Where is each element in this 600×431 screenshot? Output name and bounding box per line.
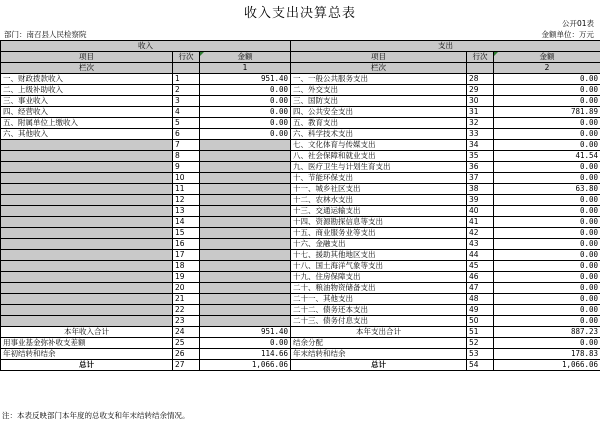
- table-row: [1, 129, 600, 140]
- expense-amount: 0.00: [494, 96, 600, 107]
- expense-line-no: 42: [467, 228, 494, 239]
- income-line-no: 23: [173, 316, 200, 327]
- expense-item-label: 十五、商业服务业等支出: [291, 228, 467, 239]
- table-row: [1, 184, 600, 195]
- income-total-label: 年初结转和结余: [1, 349, 173, 360]
- expense-amount: 0.00: [494, 261, 600, 272]
- expense-amount: 0.00: [494, 283, 600, 294]
- income-item-label: [1, 173, 173, 184]
- income-item-label: 一、财政拨款收入: [1, 74, 173, 85]
- expense-section-header: 支出: [291, 41, 600, 52]
- income-item-label: 六、其他收入: [1, 129, 173, 140]
- expense-total-amount: 0.00: [494, 338, 600, 349]
- income-total-amount: 1,066.06: [200, 360, 291, 371]
- expense-item-label: 七、文化体育与传媒支出: [291, 140, 467, 151]
- income-amount: 0.00: [200, 96, 291, 107]
- income-line-no: 14: [173, 217, 200, 228]
- income-total-label: 总计: [1, 360, 173, 371]
- table-row: [1, 206, 600, 217]
- income-amount: [200, 206, 291, 217]
- expense-line-no: 36: [467, 162, 494, 173]
- income-line-no: 11: [173, 184, 200, 195]
- table-row: [1, 107, 600, 118]
- expense-amount: 0.00: [494, 129, 600, 140]
- expense-total-amount: 178.83: [494, 349, 600, 360]
- table-row: [1, 195, 600, 206]
- income-amount: [200, 272, 291, 283]
- expense-total-line-no: 54: [467, 360, 494, 371]
- income-line-no: 7: [173, 140, 200, 151]
- expense-line-no: 39: [467, 195, 494, 206]
- income-amount: 0.00: [200, 107, 291, 118]
- income-item-header: 项目: [1, 52, 173, 63]
- expense-line-no: 43: [467, 239, 494, 250]
- income-amount: [200, 173, 291, 184]
- expense-amount: 0.00: [494, 162, 600, 173]
- table-row: [1, 85, 600, 96]
- expense-total-label: 年末结转和结余: [291, 349, 467, 360]
- expense-total-line-no: 53: [467, 349, 494, 360]
- income-item-label: [1, 206, 173, 217]
- expense-col-blank: [467, 63, 494, 74]
- income-line-no: 20: [173, 283, 200, 294]
- income-item-label: [1, 140, 173, 151]
- expense-total-label: 总计: [291, 360, 467, 371]
- income-total-line-no: 27: [173, 360, 200, 371]
- income-item-label: [1, 305, 173, 316]
- expense-line-no: 38: [467, 184, 494, 195]
- expense-item-label: 二十三、债务付息支出: [291, 316, 467, 327]
- income-amount: [200, 228, 291, 239]
- expense-item-label: 十六、金融支出: [291, 239, 467, 250]
- budget-table: [0, 40, 600, 371]
- income-item-label: 二、上级补助收入: [1, 85, 173, 96]
- report-title: 收入支出决算总表: [243, 6, 356, 21]
- income-amount: 0.00: [200, 118, 291, 129]
- amount-unit: 金额单位：万元: [541, 30, 594, 39]
- income-item-label: 四、经营收入: [1, 107, 173, 118]
- expense-total-label: 本年支出合计: [291, 327, 467, 338]
- expense-item-label: 十九、住房保障支出: [291, 272, 467, 283]
- income-total-amount: 0.00: [200, 338, 291, 349]
- income-line-no: 13: [173, 206, 200, 217]
- income-col-index: 1: [200, 63, 291, 74]
- column-header-row: [1, 52, 600, 63]
- expense-item-label: 二、外交支出: [291, 85, 467, 96]
- income-amount: [200, 294, 291, 305]
- income-amount: 0.00: [200, 129, 291, 140]
- income-line-no: 15: [173, 228, 200, 239]
- expense-item-label: 二十二、债务还本支出: [291, 305, 467, 316]
- income-item-label: [1, 261, 173, 272]
- table-row: [1, 250, 600, 261]
- income-item-label: 五、附属单位上缴收入: [1, 118, 173, 129]
- table-row: [1, 74, 600, 85]
- form-number: 公开01表: [561, 19, 594, 28]
- expense-amount: 0.00: [494, 140, 600, 151]
- expense-item-label: 五、教育支出: [291, 118, 467, 129]
- table-row: [1, 305, 600, 316]
- expense-amount: 0.00: [494, 272, 600, 283]
- expense-line-no: 40: [467, 206, 494, 217]
- table-row: [1, 217, 600, 228]
- income-line-no: 2: [173, 85, 200, 96]
- income-line-no: 18: [173, 261, 200, 272]
- expense-line-no: 33: [467, 129, 494, 140]
- expense-line-no: 30: [467, 96, 494, 107]
- expense-amount: 0.00: [494, 206, 600, 217]
- expense-line-no: 44: [467, 250, 494, 261]
- income-item-label: [1, 294, 173, 305]
- income-amount-header: 金额: [200, 52, 291, 63]
- expense-amount: 781.89: [494, 107, 600, 118]
- column-index-row: [1, 63, 600, 74]
- income-line-no-header: 行次: [173, 52, 200, 63]
- expense-line-no: 48: [467, 294, 494, 305]
- table-row: [1, 283, 600, 294]
- income-amount: [200, 283, 291, 294]
- income-line-no: 3: [173, 96, 200, 107]
- table-row: [1, 162, 600, 173]
- income-line-no: 1: [173, 74, 200, 85]
- totals-row: [1, 327, 600, 338]
- expense-line-no: 47: [467, 283, 494, 294]
- income-item-label: [1, 151, 173, 162]
- expense-line-no: 28: [467, 74, 494, 85]
- income-amount: [200, 250, 291, 261]
- expense-line-no: 49: [467, 305, 494, 316]
- expense-item-label: 九、医疗卫生与计划生育支出: [291, 162, 467, 173]
- expense-item-label: 十一、城乡社区支出: [291, 184, 467, 195]
- expense-amount: 0.00: [494, 305, 600, 316]
- income-line-no: 5: [173, 118, 200, 129]
- income-item-label: [1, 195, 173, 206]
- income-total-line-no: 26: [173, 349, 200, 360]
- income-amount: [200, 239, 291, 250]
- expense-line-no: 37: [467, 173, 494, 184]
- expense-line-no: 31: [467, 107, 494, 118]
- income-line-no: 12: [173, 195, 200, 206]
- expense-line-no: 41: [467, 217, 494, 228]
- expense-amount: 0.00: [494, 217, 600, 228]
- expense-line-no: 34: [467, 140, 494, 151]
- income-item-label: [1, 217, 173, 228]
- totals-row: [1, 360, 600, 371]
- income-total-label: 用事业基金弥补收支差额: [1, 338, 173, 349]
- income-line-no: 21: [173, 294, 200, 305]
- table-row: [1, 228, 600, 239]
- income-item-label: [1, 228, 173, 239]
- expense-total-amount: 887.23: [494, 327, 600, 338]
- income-total-label: 本年收入合计: [1, 327, 173, 338]
- table-row: [1, 239, 600, 250]
- expense-amount: 0.00: [494, 85, 600, 96]
- expense-line-no: 32: [467, 118, 494, 129]
- income-section-header: 收入: [1, 41, 291, 52]
- table-row: [1, 272, 600, 283]
- expense-line-no: 45: [467, 261, 494, 272]
- expense-total-label: 结余分配: [291, 338, 467, 349]
- income-total-line-no: 25: [173, 338, 200, 349]
- expense-item-label: 二十、粮油物资储备支出: [291, 283, 467, 294]
- expense-item-header: 项目: [291, 52, 467, 63]
- income-item-label: [1, 283, 173, 294]
- income-amount: [200, 305, 291, 316]
- expense-amount: 0.00: [494, 173, 600, 184]
- totals-row: [1, 349, 600, 360]
- expense-col-label: 栏次: [291, 63, 467, 74]
- department-label: 部门：南召县人民检察院: [4, 30, 87, 39]
- income-amount: [200, 195, 291, 206]
- footnote: 注：本表反映部门本年度的总收支和年末结转结余情况。: [2, 411, 190, 420]
- expense-col-index: 2: [494, 63, 600, 74]
- expense-amount: 0.00: [494, 195, 600, 206]
- expense-item-label: 十二、农林水支出: [291, 195, 467, 206]
- expense-item-label: 三、国防支出: [291, 96, 467, 107]
- expense-amount: 0.00: [494, 118, 600, 129]
- income-amount: [200, 140, 291, 151]
- expense-item-label: 四、公共安全支出: [291, 107, 467, 118]
- table-row: [1, 151, 600, 162]
- income-col-blank: [173, 63, 200, 74]
- income-amount: [200, 162, 291, 173]
- income-line-no: 4: [173, 107, 200, 118]
- table-row: [1, 173, 600, 184]
- expense-item-label: 六、科学技术支出: [291, 129, 467, 140]
- expense-line-no-header: 行次: [467, 52, 494, 63]
- expense-item-label: 十、节能环保支出: [291, 173, 467, 184]
- income-amount: [200, 316, 291, 327]
- income-amount: [200, 184, 291, 195]
- expense-amount: 0.00: [494, 228, 600, 239]
- expense-amount: 0.00: [494, 294, 600, 305]
- section-header-row: [1, 41, 600, 52]
- income-amount: [200, 217, 291, 228]
- table-row: [1, 261, 600, 272]
- expense-amount: 0.00: [494, 74, 600, 85]
- expense-item-label: 八、社会保障和就业支出: [291, 151, 467, 162]
- expense-line-no: 50: [467, 316, 494, 327]
- expense-total-line-no: 52: [467, 338, 494, 349]
- income-amount: 0.00: [200, 85, 291, 96]
- expense-total-amount: 1,066.06: [494, 360, 600, 371]
- income-line-no: 8: [173, 151, 200, 162]
- expense-item-label: 十七、援助其他地区支出: [291, 250, 467, 261]
- income-total-amount: 951.40: [200, 327, 291, 338]
- income-line-no: 17: [173, 250, 200, 261]
- expense-item-label: 十四、资源勘探信息等支出: [291, 217, 467, 228]
- expense-amount: 0.00: [494, 239, 600, 250]
- income-line-no: 6: [173, 129, 200, 140]
- income-item-label: [1, 184, 173, 195]
- expense-line-no: 35: [467, 151, 494, 162]
- expense-total-line-no: 51: [467, 327, 494, 338]
- income-total-line-no: 24: [173, 327, 200, 338]
- table-row: [1, 140, 600, 151]
- expense-amount: 41.54: [494, 151, 600, 162]
- expense-item-label: 十八、国土海洋气象等支出: [291, 261, 467, 272]
- income-line-no: 22: [173, 305, 200, 316]
- income-amount: [200, 261, 291, 272]
- income-amount: 951.40: [200, 74, 291, 85]
- income-total-amount: 114.66: [200, 349, 291, 360]
- expense-line-no: 46: [467, 272, 494, 283]
- income-line-no: 9: [173, 162, 200, 173]
- income-item-label: 三、事业收入: [1, 96, 173, 107]
- income-amount: [200, 151, 291, 162]
- income-col-label: 栏次: [1, 63, 173, 74]
- income-item-label: [1, 316, 173, 327]
- totals-row: [1, 338, 600, 349]
- table-row: [1, 294, 600, 305]
- expense-item-label: 一、一般公共服务支出: [291, 74, 467, 85]
- expense-amount: 0.00: [494, 316, 600, 327]
- income-item-label: [1, 239, 173, 250]
- expense-item-label: 十三、交通运输支出: [291, 206, 467, 217]
- expense-line-no: 29: [467, 85, 494, 96]
- table-row: [1, 96, 600, 107]
- income-line-no: 16: [173, 239, 200, 250]
- table-row: [1, 118, 600, 129]
- income-line-no: 19: [173, 272, 200, 283]
- expense-amount: 0.00: [494, 250, 600, 261]
- expense-item-label: 二十一、其他支出: [291, 294, 467, 305]
- expense-amount-header: 金额: [494, 52, 600, 63]
- expense-amount: 63.80: [494, 184, 600, 195]
- table-row: [1, 316, 600, 327]
- income-item-label: [1, 272, 173, 283]
- income-line-no: 10: [173, 173, 200, 184]
- income-item-label: [1, 250, 173, 261]
- income-item-label: [1, 162, 173, 173]
